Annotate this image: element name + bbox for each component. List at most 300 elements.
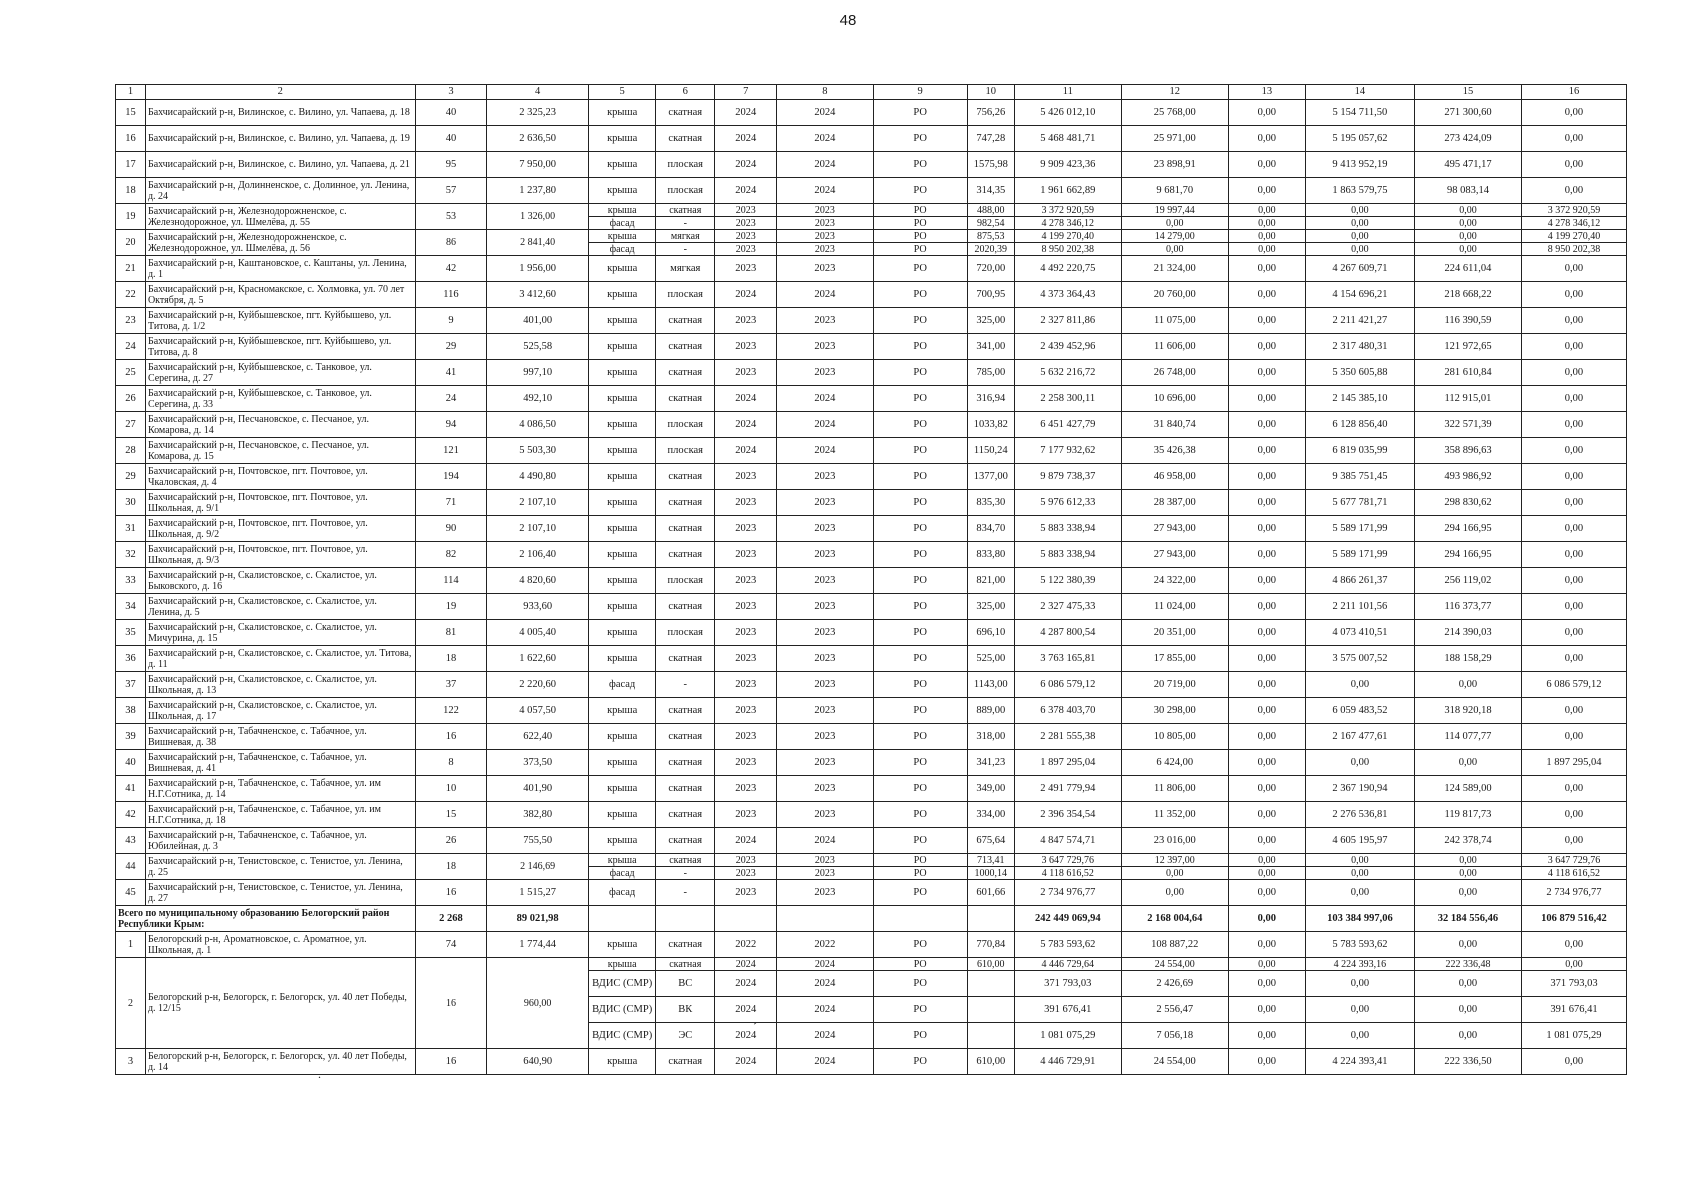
table-cell: 834,70: [967, 516, 1014, 542]
table-cell: 4 086,50: [487, 412, 589, 438]
table-cell: 1000,14: [967, 867, 1014, 880]
table-cell: 601,66: [967, 880, 1014, 906]
table-cell: 2 145 385,10: [1305, 386, 1414, 412]
table-cell: 2023: [715, 594, 777, 620]
table-cell: РО: [873, 776, 967, 802]
table-cell: 0,00: [1228, 828, 1305, 854]
table-cell: 325,00: [967, 308, 1014, 334]
table-row: [116, 282, 1627, 308]
table-cell: 2 841,40: [487, 230, 589, 256]
table-cell: 1 237,80: [487, 178, 589, 204]
table-cell: 0,00: [1521, 360, 1626, 386]
table-cell: 114 077,77: [1414, 724, 1521, 750]
table-cell: 2023: [715, 230, 777, 243]
table-cell: плоская: [656, 152, 715, 178]
table-cell: 294 166,95: [1414, 542, 1521, 568]
table-cell: 495 471,17: [1414, 152, 1521, 178]
table-cell: 997,10: [487, 360, 589, 386]
table-cell: 11 075,00: [1121, 308, 1228, 334]
table-cell: 16: [415, 724, 487, 750]
table-cell: 23 898,91: [1121, 152, 1228, 178]
table-cell: крыша: [588, 256, 655, 282]
table-cell: РО: [873, 854, 967, 867]
column-header: 16: [1521, 85, 1626, 100]
table-cell: 4 446 729,64: [1014, 958, 1121, 971]
table-cell: [967, 1023, 1014, 1049]
table-cell: 700,95: [967, 282, 1014, 308]
table-cell: 20: [116, 230, 146, 256]
table-cell: 0,00: [1414, 1023, 1521, 1049]
table-cell: 5 503,30: [487, 438, 589, 464]
table-cell: 2024: [715, 178, 777, 204]
table-cell: 2022: [777, 932, 873, 958]
address-cell: Бахчисарайский р-н, Скалистовское, с. Скалистое, ул. Школьная, д. 17: [145, 698, 415, 724]
column-header: 7: [715, 85, 777, 100]
table-cell: 24 322,00: [1121, 568, 1228, 594]
table-cell: 5 677 781,71: [1305, 490, 1414, 516]
table-cell: 0,00: [1228, 698, 1305, 724]
table-cell: крыша: [588, 282, 655, 308]
table-cell: 349,00: [967, 776, 1014, 802]
table-row: [116, 204, 1627, 217]
table-cell: 833,80: [967, 542, 1014, 568]
table-cell: 0,00: [1228, 282, 1305, 308]
address-cell: Бахчисарайский р-н, Каштановское, с. Каштаны, ул. Ленина, д. 1: [145, 256, 415, 282]
table-cell: 7 056,18: [1121, 1023, 1228, 1049]
table-cell: 271 300,60: [1414, 100, 1521, 126]
table-cell: 2 327 475,33: [1014, 594, 1121, 620]
table-cell: 2 396 354,54: [1014, 802, 1121, 828]
table-cell: 401,90: [487, 776, 589, 802]
table-cell: 5 195 057,62: [1305, 126, 1414, 152]
address-cell: Бахчисарайский р-н, Скалистовское, с. Скалистое, ул. Быковского, д. 16: [145, 568, 415, 594]
table-cell: 0,00: [1121, 217, 1228, 230]
table-cell: 18: [415, 646, 487, 672]
table-cell: РО: [873, 516, 967, 542]
column-header: 1: [116, 85, 146, 100]
table-cell: 3 575 007,52: [1305, 646, 1414, 672]
column-header: 14: [1305, 85, 1414, 100]
table-cell: 2023: [777, 568, 873, 594]
table-cell: 27: [116, 412, 146, 438]
table-cell: 2023: [715, 360, 777, 386]
table-cell: крыша: [588, 464, 655, 490]
table-cell: 0,00: [1228, 646, 1305, 672]
table-cell: 1 081 075,29: [1521, 1023, 1626, 1049]
address-cell: Бахчисарайский р-н, Куйбышевское, пгт. Куйбышево, ул. Титова, д. 8: [145, 334, 415, 360]
table-cell: крыша: [588, 568, 655, 594]
table-cell: скатная: [656, 776, 715, 802]
table-cell: 71: [415, 490, 487, 516]
table-cell: скатная: [656, 698, 715, 724]
table-cell: 28: [116, 438, 146, 464]
table-cell: 26: [415, 828, 487, 854]
table-cell: 37: [116, 672, 146, 698]
table-cell: 371 793,03: [1014, 971, 1121, 997]
table-cell: 0,00: [1228, 932, 1305, 958]
table-cell: 0,00: [1228, 230, 1305, 243]
table-cell: 2023: [777, 620, 873, 646]
table-cell: РО: [873, 594, 967, 620]
table-row: [116, 308, 1627, 334]
table-cell: 2024: [777, 828, 873, 854]
table-cell: 2 167 477,61: [1305, 724, 1414, 750]
table-row: [116, 412, 1627, 438]
table-cell: 0,00: [1228, 438, 1305, 464]
table-cell: 6 086 579,12: [1521, 672, 1626, 698]
table-cell: скатная: [656, 360, 715, 386]
table-row: [116, 126, 1627, 152]
table-cell: 0,00: [1228, 750, 1305, 776]
address-cell: Бахчисарайский р-н, Тенистовское, с. Тенистое, ул. Ленина, д. 25: [145, 854, 415, 880]
table-cell: 222 336,50: [1414, 1049, 1521, 1075]
table-cell: 982,54: [967, 217, 1014, 230]
table-cell: 525,00: [967, 646, 1014, 672]
table-cell: 5 783 593,62: [1305, 932, 1414, 958]
table-cell: 0,00: [1414, 854, 1521, 867]
table-cell: 2024: [777, 958, 873, 971]
table-cell: РО: [873, 334, 967, 360]
table-cell: фасад: [588, 672, 655, 698]
table-cell: 2024: [777, 152, 873, 178]
table-cell: 0,00: [1228, 386, 1305, 412]
table-cell: 401,00: [487, 308, 589, 334]
table-cell: 0,00: [1521, 100, 1626, 126]
table-cell: крыша: [588, 802, 655, 828]
table-cell: 21 324,00: [1121, 256, 1228, 282]
table-cell: 2023: [715, 516, 777, 542]
table-cell: 0,00: [1305, 217, 1414, 230]
table-cell: 98 083,14: [1414, 178, 1521, 204]
table-cell: [967, 971, 1014, 997]
table-cell: 0,00: [1521, 828, 1626, 854]
table-cell: мягкая: [656, 230, 715, 243]
table-cell: 24 554,00: [1121, 958, 1228, 971]
table-cell: 0,00: [1521, 542, 1626, 568]
table-cell: 0,00: [1228, 1023, 1305, 1049]
table-cell: 4 224 393,16: [1305, 958, 1414, 971]
table-cell: 9 909 423,36: [1014, 152, 1121, 178]
table-cell: 10 805,00: [1121, 724, 1228, 750]
table-row: [116, 672, 1627, 698]
address-cell: Бахчисарайский р-н, Табачненское, с. Табачное, ул. им Н.Г.Сотника, д. 14: [145, 776, 415, 802]
table-cell: 2023: [715, 256, 777, 282]
table-cell: крыша: [588, 438, 655, 464]
table-cell: 0,00: [1521, 932, 1626, 958]
table-cell: РО: [873, 724, 967, 750]
table-row: [116, 438, 1627, 464]
page-number: 48: [839, 12, 857, 29]
table-cell: РО: [873, 230, 967, 243]
table-cell: 2 734 976,77: [1014, 880, 1121, 906]
table-cell: 0,00: [1521, 126, 1626, 152]
column-header: 4: [487, 85, 589, 100]
table-row: [116, 958, 1627, 971]
table-cell: 2024: [777, 126, 873, 152]
table-cell: 35 426,38: [1121, 438, 1228, 464]
table-cell: 0,00: [1228, 100, 1305, 126]
address-cell: Бахчисарайский р-н, Скалистовское, с. Скалистое, ул. Мичурина, д. 15: [145, 620, 415, 646]
table-cell: 194: [415, 464, 487, 490]
table-cell: 41: [415, 360, 487, 386]
empty-cell: [873, 906, 967, 932]
table-cell: 4 224 393,41: [1305, 1049, 1414, 1075]
column-header: 15: [1414, 85, 1521, 100]
table-cell: 26: [116, 386, 146, 412]
table-cell: 2023: [715, 750, 777, 776]
table-cell: 298 830,62: [1414, 490, 1521, 516]
table-cell: 116 373,77: [1414, 594, 1521, 620]
table-cell: 4 118 616,52: [1014, 867, 1121, 880]
table-cell: крыша: [588, 932, 655, 958]
table-cell: 2023: [777, 516, 873, 542]
table-cell: РО: [873, 282, 967, 308]
address-cell: Бахчисарайский р-н, Табачненское, с. Табачное, ул. Вишневая, д. 41: [145, 750, 415, 776]
column-number-row: [116, 85, 1627, 100]
table-cell: 2023: [715, 776, 777, 802]
address-cell: Бахчисарайский р-н, Долинненское, с. Долинное, ул. Ленина, д. 24: [145, 178, 415, 204]
table-cell: РО: [873, 1023, 967, 1049]
table-cell: 0,00: [1414, 750, 1521, 776]
address-cell: Бахчисарайский р-н, Куйбышевское, с. Танковое, ул. Серегина, д. 33: [145, 386, 415, 412]
table-cell: 17: [116, 152, 146, 178]
table-cell: 33: [116, 568, 146, 594]
table-cell: 0,00: [1228, 490, 1305, 516]
table-cell: 933,60: [487, 594, 589, 620]
table-cell: 256 119,02: [1414, 568, 1521, 594]
table-cell: 2 146,69: [487, 854, 589, 880]
table-cell: 1 961 662,89: [1014, 178, 1121, 204]
table-cell: 316,94: [967, 386, 1014, 412]
table-cell: 4 267 609,71: [1305, 256, 1414, 282]
table-cell: 2 168 004,64: [1121, 906, 1228, 932]
table-cell: 4 199 270,40: [1014, 230, 1121, 243]
table-cell: 4 820,60: [487, 568, 589, 594]
table-cell: фасад: [588, 217, 655, 230]
table-cell: 2023: [715, 620, 777, 646]
table-cell: 16: [415, 1049, 487, 1075]
table-cell: РО: [873, 932, 967, 958]
table-row: [116, 464, 1627, 490]
table-cell: 40: [116, 750, 146, 776]
table-cell: 2023: [777, 204, 873, 217]
table-cell: 1 897 295,04: [1521, 750, 1626, 776]
table-cell: фасад: [588, 867, 655, 880]
table-cell: 20 719,00: [1121, 672, 1228, 698]
table-cell: 0,00: [1521, 958, 1626, 971]
table-cell: 2023: [777, 360, 873, 386]
table-cell: 0,00: [1228, 971, 1305, 997]
table-cell: 2024: [777, 386, 873, 412]
table-cell: 318,00: [967, 724, 1014, 750]
table-cell: скатная: [656, 750, 715, 776]
address-cell: Бахчисарайский р-н, Песчановское, с. Песчаное, ул. Комарова, д. 14: [145, 412, 415, 438]
table-cell: 2024: [715, 152, 777, 178]
table-cell: 391 676,41: [1521, 997, 1626, 1023]
address-cell: Бахчисарайский р-н, Песчановское, с. Песчаное, ул. Комарова, д. 15: [145, 438, 415, 464]
total-label: Всего по муниципальному образованию Белогорский район Республики Крым:: [116, 906, 416, 932]
table-cell: 2023: [777, 776, 873, 802]
table-cell: 0,00: [1414, 932, 1521, 958]
table-cell: 341,23: [967, 750, 1014, 776]
table-cell: 0,00: [1414, 867, 1521, 880]
table-row: [116, 828, 1627, 854]
table-cell: крыша: [588, 178, 655, 204]
table-cell: 334,00: [967, 802, 1014, 828]
table-cell: 391 676,41: [1014, 997, 1121, 1023]
table-cell: 19: [415, 594, 487, 620]
table-row: [116, 802, 1627, 828]
table-cell: 493 986,92: [1414, 464, 1521, 490]
table-cell: 0,00: [1228, 243, 1305, 256]
table-cell: крыша: [588, 620, 655, 646]
table-cell: РО: [873, 360, 967, 386]
table-cell: 4 446 729,91: [1014, 1049, 1121, 1075]
table-cell: 57: [415, 178, 487, 204]
address-cell: Белогорский р-н, Белогорск, г. Белогорск, ул. 40 лет Победы, д. 14: [145, 1049, 415, 1075]
table-cell: 2023: [715, 464, 777, 490]
table-cell: 0,00: [1305, 1023, 1414, 1049]
table-cell: 25 971,00: [1121, 126, 1228, 152]
table-cell: 770,84: [967, 932, 1014, 958]
table-cell: 0,00: [1228, 906, 1305, 932]
table-cell: 4 057,50: [487, 698, 589, 724]
document-sheet: [115, 84, 1627, 1075]
table-cell: РО: [873, 256, 967, 282]
table-cell: скатная: [656, 802, 715, 828]
table-cell: РО: [873, 880, 967, 906]
table-cell: 2 325,23: [487, 100, 589, 126]
table-cell: 318 920,18: [1414, 698, 1521, 724]
table-cell: 0,00: [1228, 360, 1305, 386]
table-cell: 5 883 338,94: [1014, 516, 1121, 542]
table-cell: 1 081 075,29: [1014, 1023, 1121, 1049]
table-cell: 89 021,98: [487, 906, 589, 932]
table-cell: 2 426,69: [1121, 971, 1228, 997]
column-header: 12: [1121, 85, 1228, 100]
table-cell: 2023: [777, 698, 873, 724]
table-cell: скатная: [656, 308, 715, 334]
table-cell: 6 424,00: [1121, 750, 1228, 776]
table-cell: 2023: [715, 217, 777, 230]
table-cell: 2023: [715, 854, 777, 867]
table-cell: 1 326,00: [487, 204, 589, 230]
table-cell: 1 863 579,75: [1305, 178, 1414, 204]
table-cell: 2024: [777, 178, 873, 204]
table-cell: 2023: [777, 672, 873, 698]
table-cell: 4 490,80: [487, 464, 589, 490]
table-cell: 0,00: [1228, 308, 1305, 334]
table-cell: 2024: [715, 100, 777, 126]
table-cell: 1033,82: [967, 412, 1014, 438]
table-cell: 16: [116, 126, 146, 152]
table-cell: 0,00: [1305, 971, 1414, 997]
table-cell: 5 350 605,88: [1305, 360, 1414, 386]
table-cell: 23 016,00: [1121, 828, 1228, 854]
table-cell: 2024: [715, 282, 777, 308]
table-cell: крыша: [588, 776, 655, 802]
address-cell: Бахчисарайский р-н, Куйбышевское, пгт. Куйбышево, ул. Титова, д. 1/2: [145, 308, 415, 334]
table-cell: 525,58: [487, 334, 589, 360]
table-cell: скатная: [656, 646, 715, 672]
table-cell: плоская: [656, 282, 715, 308]
table-cell: 24: [415, 386, 487, 412]
table-cell: 46 958,00: [1121, 464, 1228, 490]
table-cell: 5 589 171,99: [1305, 542, 1414, 568]
table-cell: 0,00: [1521, 516, 1626, 542]
table-cell: крыша: [588, 828, 655, 854]
table-cell: крыша: [588, 516, 655, 542]
table-cell: РО: [873, 126, 967, 152]
table-cell: 2 276 536,81: [1305, 802, 1414, 828]
table-cell: 36: [116, 646, 146, 672]
table-cell: 9 413 952,19: [1305, 152, 1414, 178]
table-cell: 2023: [715, 802, 777, 828]
table-cell: плоская: [656, 568, 715, 594]
table-cell: 28 387,00: [1121, 490, 1228, 516]
address-cell: Бахчисарайский р-н, Табачненское, с. Табачное, ул. им Н.Г.Сотника, д. 18: [145, 802, 415, 828]
table-cell: крыша: [588, 100, 655, 126]
table-cell: РО: [873, 997, 967, 1023]
table-cell: РО: [873, 958, 967, 971]
table-cell: 2023: [777, 464, 873, 490]
table-cell: фасад: [588, 243, 655, 256]
table-cell: 5 783 593,62: [1014, 932, 1121, 958]
table-cell: 2023: [715, 724, 777, 750]
table-cell: 610,00: [967, 1049, 1014, 1075]
table-cell: 0,00: [1521, 776, 1626, 802]
table-cell: 0,00: [1414, 880, 1521, 906]
table-cell: 0,00: [1228, 412, 1305, 438]
table-cell: 0,00: [1228, 776, 1305, 802]
table-cell: -: [656, 217, 715, 230]
table-cell: 2023: [777, 750, 873, 776]
table-cell: скатная: [656, 490, 715, 516]
table-cell: 4 866 261,37: [1305, 568, 1414, 594]
table-cell: РО: [873, 152, 967, 178]
table-cell: 0,00: [1521, 178, 1626, 204]
table-cell: РО: [873, 438, 967, 464]
table-cell: 218 668,22: [1414, 282, 1521, 308]
table-cell: 0,00: [1414, 997, 1521, 1023]
table-cell: 2024: [777, 412, 873, 438]
empty-cell: [656, 906, 715, 932]
table-cell: 1 774,44: [487, 932, 589, 958]
table-row: [116, 1049, 1627, 1075]
table-cell: 1 622,60: [487, 646, 589, 672]
table-cell: 214 390,03: [1414, 620, 1521, 646]
table-cell: 16: [415, 880, 487, 906]
table-cell: 2023: [777, 256, 873, 282]
table-cell: 1 897 295,04: [1014, 750, 1121, 776]
table-row: [116, 542, 1627, 568]
table-cell: 188 158,29: [1414, 646, 1521, 672]
table-cell: 106 879 516,42: [1521, 906, 1626, 932]
table-cell: 2 268: [415, 906, 487, 932]
table-cell: 242 449 069,94: [1014, 906, 1121, 932]
table-cell: ВДИС (СМР): [588, 997, 655, 1023]
table-cell: 34: [116, 594, 146, 620]
table-cell: крыша: [588, 126, 655, 152]
table-cell: 42: [116, 802, 146, 828]
table-cell: 2024: [715, 438, 777, 464]
table-cell: 8 950 202,38: [1014, 243, 1121, 256]
table-cell: 889,00: [967, 698, 1014, 724]
table-cell: плоская: [656, 178, 715, 204]
column-header: 3: [415, 85, 487, 100]
table-cell: 0,00: [1121, 867, 1228, 880]
table-cell: 20 351,00: [1121, 620, 1228, 646]
